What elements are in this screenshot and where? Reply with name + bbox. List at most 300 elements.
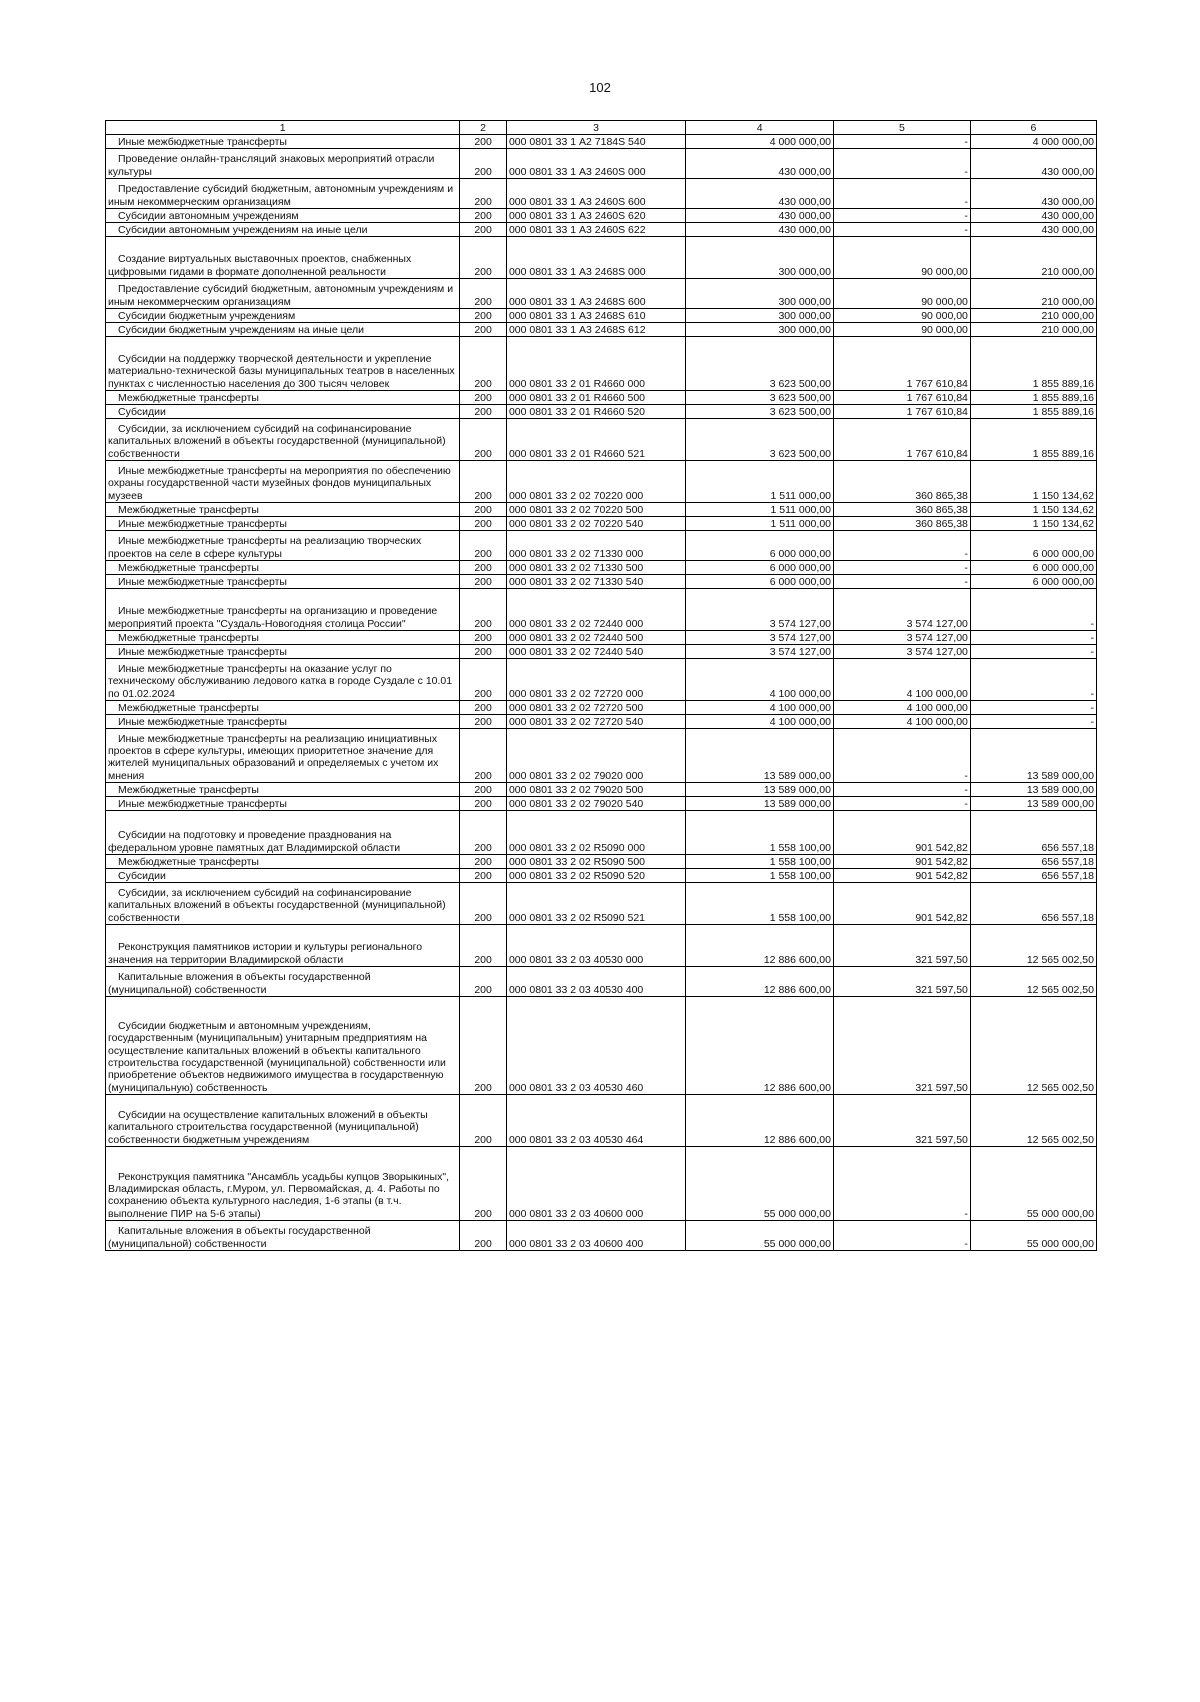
table-row (106, 517, 1097, 531)
row-value-col6: 13 589 000,00 (970, 729, 1096, 783)
row-name-cell (106, 729, 460, 783)
row-classification: 000 0801 33 2 02 79020 540 (506, 797, 685, 811)
row-name: Субсидии (118, 869, 166, 882)
table-row (106, 855, 1097, 869)
table-row (106, 575, 1097, 589)
row-value-col4: 13 589 000,00 (686, 797, 834, 811)
row-code: 200 (460, 209, 507, 223)
budget-table (105, 120, 1097, 1251)
row-code: 200 (460, 503, 507, 517)
row-name: Реконструкция памятника "Ансамбль усадьбы купцов Зворыкиных", Владимирская область, г.Муром, ул. Первомайская, д. 4. Работы по сохранению объекта культурного наследия, 1-6 этапы (в т.ч. выполнение ПИР на 5-6 этапы) (108, 1170, 450, 1220)
row-code: 200 (460, 701, 507, 715)
row-name-cell (106, 503, 460, 517)
row-value-col5: 360 865,38 (834, 461, 971, 503)
row-value-col4: 430 000,00 (686, 149, 834, 179)
row-value-col5: 1 767 610,84 (834, 337, 971, 391)
row-name-cell (106, 323, 460, 337)
row-code: 200 (460, 715, 507, 729)
row-name-cell (106, 1221, 460, 1251)
row-code: 200 (460, 323, 507, 337)
row-code: 200 (460, 883, 507, 925)
row-classification: 000 0801 33 2 03 40600 400 (506, 1221, 685, 1251)
row-value-col4: 1 511 000,00 (686, 517, 834, 531)
row-value-col4: 430 000,00 (686, 179, 834, 209)
row-classification: 000 0801 33 1 А3 2468S 610 (506, 309, 685, 323)
row-name: Субсидии на поддержку творческой деятельности и укрепление материально-технической базы муниципальных театров в населенных пунктах с численностью населения до 300 тысяч человек (108, 352, 455, 390)
row-value-col6: - (970, 631, 1096, 645)
table-row (106, 797, 1097, 811)
row-value-col6: 13 589 000,00 (970, 783, 1096, 797)
row-value-col5: 90 000,00 (834, 237, 971, 279)
table-row (106, 645, 1097, 659)
row-name-cell (106, 631, 460, 645)
row-code: 200 (460, 461, 507, 503)
table-row (106, 461, 1097, 503)
row-classification: 000 0801 33 2 02 R5090 521 (506, 883, 685, 925)
row-code: 200 (460, 391, 507, 405)
row-value-col6: 12 565 002,50 (970, 925, 1096, 967)
row-name-cell (106, 419, 460, 461)
row-name-cell (106, 391, 460, 405)
row-name: Субсидии бюджетным учреждениям (118, 309, 296, 322)
row-value-col6: 12 565 002,50 (970, 1095, 1096, 1147)
row-value-col5: 90 000,00 (834, 323, 971, 337)
row-value-col4: 3 623 500,00 (686, 405, 834, 419)
table-row (106, 783, 1097, 797)
row-value-col5: - (834, 561, 971, 575)
table-row (106, 223, 1097, 237)
row-name: Субсидии на подготовку и проведение празднования на федеральном уровне памятных дат Владимирской области (108, 829, 401, 854)
row-name-cell (106, 589, 460, 631)
table-row (106, 811, 1097, 855)
row-code: 200 (460, 729, 507, 783)
row-value-col6: 6 000 000,00 (970, 575, 1096, 589)
row-name: Субсидии автономным учреждениям (118, 209, 299, 222)
row-code: 200 (460, 659, 507, 701)
row-value-col6: - (970, 715, 1096, 729)
row-name: Капитальные вложения в объекты государственной (муниципальной) собственности (108, 1225, 371, 1250)
row-value-col5: 321 597,50 (834, 967, 971, 997)
row-value-col4: 12 886 600,00 (686, 997, 834, 1095)
table-row (106, 589, 1097, 631)
row-value-col4: 12 886 600,00 (686, 925, 834, 967)
table-row (106, 869, 1097, 883)
row-value-col6: 656 557,18 (970, 869, 1096, 883)
table-row (106, 337, 1097, 391)
row-name-cell (106, 869, 460, 883)
row-value-col4: 4 000 000,00 (686, 135, 834, 149)
row-name: Иные межбюджетные трансферты на реализацию инициативных проектов в сфере культуры, имеющих приоритетное значение для жителей муниципальных образований и определяемых с учетом их мнения (108, 732, 439, 782)
row-name: Межбюджетные трансферты (118, 561, 259, 574)
row-code: 200 (460, 925, 507, 967)
row-classification: 000 0801 33 2 03 40530 464 (506, 1095, 685, 1147)
table-row (106, 391, 1097, 405)
row-classification: 000 0801 33 1 А3 2460S 622 (506, 223, 685, 237)
row-value-col4: 6 000 000,00 (686, 561, 834, 575)
row-name: Создание виртуальных выставочных проектов, снабженных цифровыми гидами в формате дополненной реальности (108, 253, 412, 278)
row-name: Субсидии бюджетным учреждениям на иные цели (118, 323, 364, 336)
row-name: Межбюджетные трансферты (118, 631, 259, 644)
row-value-col4: 1 558 100,00 (686, 855, 834, 869)
row-classification: 000 0801 33 2 02 72720 000 (506, 659, 685, 701)
row-classification: 000 0801 33 2 02 72440 500 (506, 631, 685, 645)
row-code: 200 (460, 337, 507, 391)
row-value-col5: 3 574 127,00 (834, 589, 971, 631)
row-value-col6: 55 000 000,00 (970, 1147, 1096, 1221)
row-classification: 000 0801 33 2 01 R4660 000 (506, 337, 685, 391)
row-classification: 000 0801 33 1 А3 2460S 600 (506, 179, 685, 209)
row-name-cell (106, 1147, 460, 1221)
row-classification: 000 0801 33 2 03 40530 460 (506, 997, 685, 1095)
row-classification: 000 0801 33 2 02 71330 540 (506, 575, 685, 589)
table-row (106, 883, 1097, 925)
table-row (106, 967, 1097, 997)
row-value-col6: 210 000,00 (970, 309, 1096, 323)
row-value-col4: 4 100 000,00 (686, 715, 834, 729)
row-value-col4: 13 589 000,00 (686, 729, 834, 783)
table-row (106, 1147, 1097, 1221)
row-value-col5: - (834, 135, 971, 149)
row-code: 200 (460, 589, 507, 631)
table-row (106, 503, 1097, 517)
table-row (106, 1221, 1097, 1251)
row-name: Межбюджетные трансферты (118, 391, 259, 404)
row-classification: 000 0801 33 1 А3 2460S 000 (506, 149, 685, 179)
row-value-col6: - (970, 589, 1096, 631)
header-col-3: 3 (506, 121, 685, 135)
row-value-col4: 3 623 500,00 (686, 337, 834, 391)
table-row (106, 997, 1097, 1095)
table-row (106, 323, 1097, 337)
row-classification: 000 0801 33 2 02 70220 500 (506, 503, 685, 517)
table-body (106, 135, 1097, 1251)
row-name-cell (106, 701, 460, 715)
header-col-1: 1 (106, 121, 460, 135)
row-name-cell (106, 223, 460, 237)
row-name: Межбюджетные трансферты (118, 783, 259, 796)
row-value-col6: 13 589 000,00 (970, 797, 1096, 811)
table-row (106, 419, 1097, 461)
row-name: Иные межбюджетные трансферты (118, 517, 287, 530)
row-code: 200 (460, 1221, 507, 1251)
row-value-col5: 901 542,82 (834, 869, 971, 883)
row-value-col4: 300 000,00 (686, 309, 834, 323)
row-value-col4: 430 000,00 (686, 209, 834, 223)
row-classification: 000 0801 33 2 02 R5090 000 (506, 811, 685, 855)
row-value-col5: - (834, 179, 971, 209)
row-value-col6: 430 000,00 (970, 179, 1096, 209)
table-row (106, 237, 1097, 279)
row-name-cell (106, 531, 460, 561)
row-value-col6: 1 150 134,62 (970, 517, 1096, 531)
row-value-col5: - (834, 575, 971, 589)
row-classification: 000 0801 33 1 А3 2468S 612 (506, 323, 685, 337)
row-value-col5: 4 100 000,00 (834, 715, 971, 729)
row-classification: 000 0801 33 2 03 40530 400 (506, 967, 685, 997)
row-value-col6: 430 000,00 (970, 149, 1096, 179)
row-code: 200 (460, 811, 507, 855)
row-code: 200 (460, 1095, 507, 1147)
row-name: Иные межбюджетные трансферты на реализацию творческих проектов на селе в сфере культуры (108, 535, 422, 560)
row-name-cell (106, 561, 460, 575)
row-value-col4: 1 558 100,00 (686, 883, 834, 925)
row-value-col5: - (834, 1221, 971, 1251)
row-value-col5: 901 542,82 (834, 883, 971, 925)
row-code: 200 (460, 279, 507, 309)
row-value-col5: 321 597,50 (834, 925, 971, 967)
row-name-cell (106, 209, 460, 223)
row-name-cell (106, 1095, 460, 1147)
row-name-cell (106, 279, 460, 309)
row-code: 200 (460, 179, 507, 209)
row-name: Субсидии, за исключением субсидий на софинансирование капитальных вложений в объекты государственной (муниципальной) собственности (108, 422, 446, 460)
row-code: 200 (460, 631, 507, 645)
row-value-col4: 300 000,00 (686, 323, 834, 337)
row-name-cell (106, 811, 460, 855)
table-row (106, 701, 1097, 715)
row-value-col4: 3 574 127,00 (686, 589, 834, 631)
row-value-col5: 90 000,00 (834, 279, 971, 309)
row-code: 200 (460, 997, 507, 1095)
row-classification: 000 0801 33 1 А3 2468S 000 (506, 237, 685, 279)
row-classification: 000 0801 33 2 02 71330 000 (506, 531, 685, 561)
row-name: Субсидии на осуществление капитальных вложений в объекты капитального строительства государственной (муниципальной) собственности бюджетным учреждениям (108, 1108, 428, 1146)
row-name-cell (106, 237, 460, 279)
row-name: Иные межбюджетные трансферты (118, 645, 287, 658)
row-name: Межбюджетные трансферты (118, 855, 259, 868)
row-name: Иные межбюджетные трансферты (118, 135, 287, 148)
row-classification: 000 0801 33 2 02 72440 540 (506, 645, 685, 659)
row-name-cell (106, 135, 460, 149)
row-value-col4: 4 100 000,00 (686, 659, 834, 701)
row-name-cell (106, 461, 460, 503)
row-value-col4: 1 558 100,00 (686, 811, 834, 855)
table-row (106, 279, 1097, 309)
row-value-col5: - (834, 149, 971, 179)
row-value-col6: 210 000,00 (970, 323, 1096, 337)
row-value-col6: 1 855 889,16 (970, 337, 1096, 391)
row-value-col6: 210 000,00 (970, 237, 1096, 279)
row-value-col4: 55 000 000,00 (686, 1147, 834, 1221)
row-value-col6: 1 855 889,16 (970, 391, 1096, 405)
row-classification: 000 0801 33 2 01 R4660 521 (506, 419, 685, 461)
row-classification: 000 0801 33 2 02 71330 500 (506, 561, 685, 575)
row-name-cell (106, 337, 460, 391)
row-name: Иные межбюджетные трансферты на мероприятия по обеспечению охраны государственной части музейных фондов муниципальных музеев (108, 464, 451, 502)
row-value-col4: 3 623 500,00 (686, 419, 834, 461)
row-value-col6: 430 000,00 (970, 223, 1096, 237)
row-name: Реконструкция памятников истории и культуры регионального значения на территории Владимирской области (108, 941, 423, 966)
row-value-col5: - (834, 729, 971, 783)
row-name-cell (106, 925, 460, 967)
row-value-col4: 3 623 500,00 (686, 391, 834, 405)
row-name: Субсидии бюджетным и автономным учреждениям, государственным (муниципальным) унитарным предприятиям на осуществление капитальных вложений в объекты капитального строительства государственной (муниципальной) собственности или приобретение объектов недвижимого имущества в государственную (муниципальную) собственность (108, 1019, 446, 1094)
row-value-col5: - (834, 1147, 971, 1221)
row-code: 200 (460, 1147, 507, 1221)
row-code: 200 (460, 309, 507, 323)
row-code: 200 (460, 797, 507, 811)
row-value-col5: 360 865,38 (834, 517, 971, 531)
row-name: Предоставление субсидий бюджетным, автономным учреждениям и иным некоммерческим организациям (108, 183, 454, 208)
row-classification: 000 0801 33 2 02 70220 540 (506, 517, 685, 531)
row-name-cell (106, 645, 460, 659)
row-value-col4: 6 000 000,00 (686, 575, 834, 589)
row-value-col4: 300 000,00 (686, 279, 834, 309)
row-value-col5: 3 574 127,00 (834, 631, 971, 645)
row-value-col4: 12 886 600,00 (686, 967, 834, 997)
header-col-4: 4 (686, 121, 834, 135)
row-value-col4: 430 000,00 (686, 223, 834, 237)
row-value-col5: 360 865,38 (834, 503, 971, 517)
row-value-col6: 430 000,00 (970, 209, 1096, 223)
row-code: 200 (460, 419, 507, 461)
table-header-row (106, 121, 1097, 135)
row-name-cell (106, 309, 460, 323)
row-value-col5: - (834, 783, 971, 797)
row-value-col5: 321 597,50 (834, 997, 971, 1095)
row-name-cell (106, 149, 460, 179)
row-code: 200 (460, 645, 507, 659)
row-code: 200 (460, 237, 507, 279)
row-value-col4: 1 558 100,00 (686, 869, 834, 883)
row-value-col6: 656 557,18 (970, 811, 1096, 855)
row-value-col5: - (834, 531, 971, 561)
row-name-cell (106, 659, 460, 701)
row-value-col6: 55 000 000,00 (970, 1221, 1096, 1251)
row-classification: 000 0801 33 2 02 72440 000 (506, 589, 685, 631)
table-row (106, 659, 1097, 701)
row-code: 200 (460, 531, 507, 561)
row-name: Субсидии, за исключением субсидий на софинансирование капитальных вложений в объекты государственной (муниципальной) собственности (108, 886, 446, 924)
header-col-2: 2 (460, 121, 507, 135)
row-value-col5: 4 100 000,00 (834, 659, 971, 701)
row-value-col5: 901 542,82 (834, 855, 971, 869)
page-number: 102 (589, 80, 611, 95)
row-value-col6: 1 150 134,62 (970, 503, 1096, 517)
row-code: 200 (460, 575, 507, 589)
row-value-col4: 300 000,00 (686, 237, 834, 279)
row-name: Предоставление субсидий бюджетным, автономным учреждениям и иным некоммерческим организациям (108, 283, 454, 308)
row-value-col6: 210 000,00 (970, 279, 1096, 309)
row-code: 200 (460, 967, 507, 997)
row-name-cell (106, 517, 460, 531)
row-value-col6: - (970, 701, 1096, 715)
row-value-col6: 12 565 002,50 (970, 997, 1096, 1095)
row-value-col6: 656 557,18 (970, 883, 1096, 925)
row-name-cell (106, 797, 460, 811)
row-value-col4: 12 886 600,00 (686, 1095, 834, 1147)
row-name: Проведение онлайн-трансляций знаковых мероприятий отрасли культуры (108, 153, 435, 178)
row-value-col4: 3 574 127,00 (686, 645, 834, 659)
row-value-col5: - (834, 223, 971, 237)
row-name: Иные межбюджетные трансферты на оказание услуг по техническому обслуживанию ледового катка в городе Суздале с 10.01 по 01.02.2024 (108, 662, 453, 700)
row-value-col6: 656 557,18 (970, 855, 1096, 869)
header-col-6: 6 (970, 121, 1096, 135)
row-value-col6: 1 855 889,16 (970, 419, 1096, 461)
row-value-col5: 321 597,50 (834, 1095, 971, 1147)
row-value-col6: 6 000 000,00 (970, 531, 1096, 561)
row-name: Капитальные вложения в объекты государственной (муниципальной) собственности (108, 971, 371, 996)
row-value-col5: 1 767 610,84 (834, 419, 971, 461)
row-name-cell (106, 783, 460, 797)
row-value-col5: 1 767 610,84 (834, 391, 971, 405)
row-name: Субсидии (118, 405, 166, 418)
table-row (106, 715, 1097, 729)
table-row (106, 631, 1097, 645)
row-classification: 000 0801 33 2 01 R4660 500 (506, 391, 685, 405)
table-row (106, 925, 1097, 967)
table-row (106, 729, 1097, 783)
row-classification: 000 0801 33 2 02 72720 500 (506, 701, 685, 715)
row-code: 200 (460, 561, 507, 575)
row-value-col6: - (970, 645, 1096, 659)
table-row (106, 531, 1097, 561)
row-value-col6: 12 565 002,50 (970, 967, 1096, 997)
row-classification: 000 0801 33 1 А3 2468S 600 (506, 279, 685, 309)
row-code: 200 (460, 135, 507, 149)
row-classification: 000 0801 33 1 А2 7184S 540 (506, 135, 685, 149)
table-row (106, 1095, 1097, 1147)
row-value-col4: 13 589 000,00 (686, 783, 834, 797)
row-value-col6: 1 855 889,16 (970, 405, 1096, 419)
row-classification: 000 0801 33 2 01 R4660 520 (506, 405, 685, 419)
row-value-col4: 1 511 000,00 (686, 461, 834, 503)
row-name-cell (106, 715, 460, 729)
table-row (106, 135, 1097, 149)
row-name-cell (106, 883, 460, 925)
row-classification: 000 0801 33 2 03 40530 000 (506, 925, 685, 967)
row-code: 200 (460, 405, 507, 419)
row-classification: 000 0801 33 2 02 R5090 500 (506, 855, 685, 869)
row-name: Иные межбюджетные трансферты (118, 797, 287, 810)
row-classification: 000 0801 33 2 02 R5090 520 (506, 869, 685, 883)
table-row (106, 179, 1097, 209)
row-code: 200 (460, 223, 507, 237)
table-row (106, 209, 1097, 223)
header-col-5: 5 (834, 121, 971, 135)
table-row (106, 561, 1097, 575)
row-value-col4: 4 100 000,00 (686, 701, 834, 715)
row-code: 200 (460, 869, 507, 883)
row-value-col6: - (970, 659, 1096, 701)
row-value-col5: 3 574 127,00 (834, 645, 971, 659)
row-classification: 000 0801 33 1 А3 2460S 620 (506, 209, 685, 223)
row-classification: 000 0801 33 2 02 79020 000 (506, 729, 685, 783)
row-code: 200 (460, 783, 507, 797)
row-value-col4: 55 000 000,00 (686, 1221, 834, 1251)
row-name-cell (106, 405, 460, 419)
row-value-col4: 6 000 000,00 (686, 531, 834, 561)
row-code: 200 (460, 517, 507, 531)
row-value-col6: 4 000 000,00 (970, 135, 1096, 149)
row-name-cell (106, 997, 460, 1095)
row-name-cell (106, 855, 460, 869)
row-value-col4: 3 574 127,00 (686, 631, 834, 645)
row-code: 200 (460, 855, 507, 869)
table-row (106, 149, 1097, 179)
row-name: Межбюджетные трансферты (118, 701, 259, 714)
row-value-col5: 901 542,82 (834, 811, 971, 855)
row-value-col6: 1 150 134,62 (970, 461, 1096, 503)
row-value-col6: 6 000 000,00 (970, 561, 1096, 575)
row-value-col5: - (834, 797, 971, 811)
row-value-col4: 1 511 000,00 (686, 503, 834, 517)
row-value-col5: 4 100 000,00 (834, 701, 971, 715)
row-classification: 000 0801 33 2 02 70220 000 (506, 461, 685, 503)
row-name-cell (106, 179, 460, 209)
row-name: Иные межбюджетные трансферты на организацию и проведение мероприятий проекта "Суздаль-Новогодняя столица России" (108, 605, 438, 630)
row-value-col5: 90 000,00 (834, 309, 971, 323)
